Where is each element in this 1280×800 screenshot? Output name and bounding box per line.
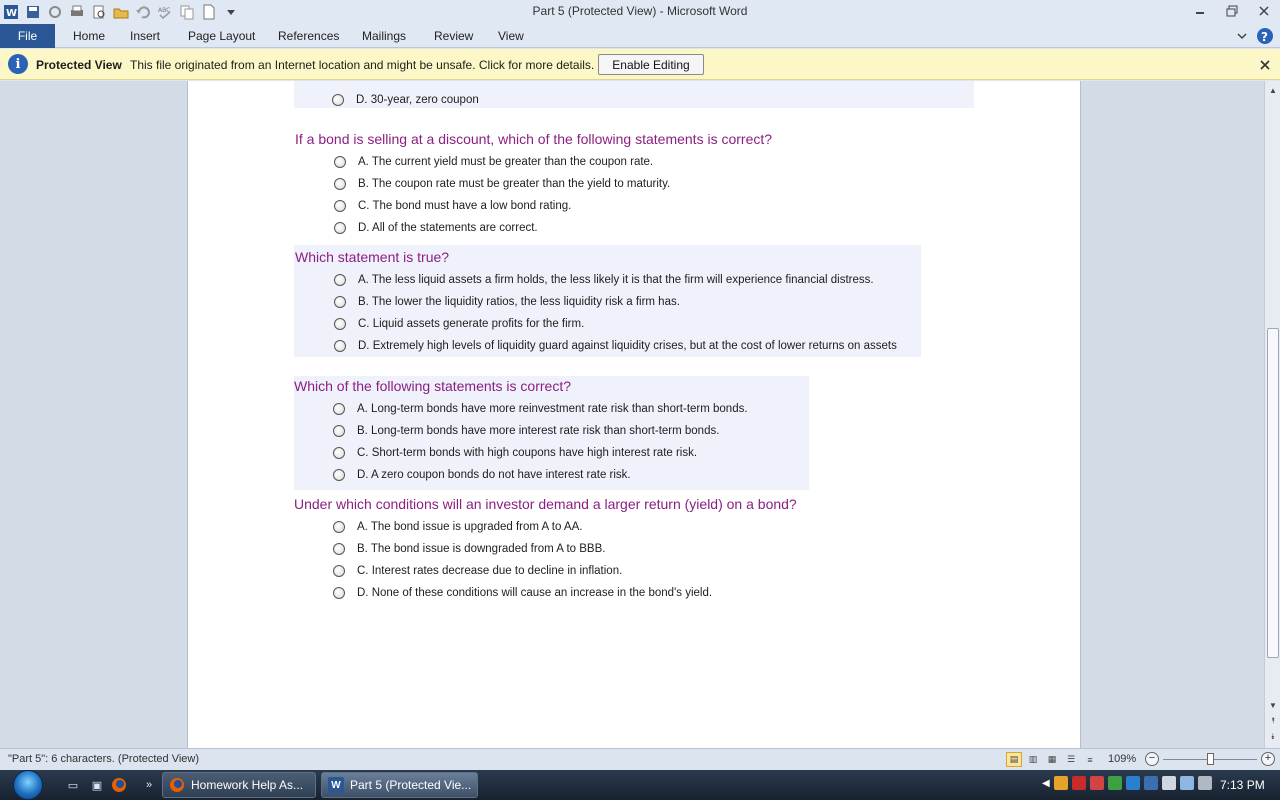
radio-button[interactable] bbox=[334, 340, 346, 352]
tab-file[interactable]: File bbox=[0, 24, 55, 48]
window-controls bbox=[1184, 0, 1280, 22]
tab-review[interactable]: Review bbox=[434, 29, 474, 43]
info-icon: i bbox=[8, 54, 28, 74]
protected-view-title: Protected View bbox=[36, 58, 122, 72]
document-page[interactable] bbox=[187, 81, 1081, 748]
option-item[interactable] bbox=[334, 200, 571, 212]
scroll-down-icon[interactable]: ▼ bbox=[1269, 700, 1277, 710]
option-label: A. The bond issue is upgraded from A to AA. bbox=[357, 521, 583, 533]
close-window-button[interactable] bbox=[1248, 0, 1280, 22]
option-item[interactable] bbox=[334, 340, 897, 352]
tab-references[interactable]: References bbox=[278, 29, 340, 43]
windows-logo-icon bbox=[13, 770, 43, 800]
radio-button[interactable] bbox=[334, 200, 346, 212]
radio-button[interactable] bbox=[334, 178, 346, 190]
volume-icon[interactable] bbox=[1198, 776, 1212, 790]
network-icon[interactable] bbox=[1180, 776, 1194, 790]
svg-text:ABC: ABC bbox=[158, 7, 171, 14]
option-label: C. Interest rates decrease due to decline in inflation. bbox=[357, 565, 623, 577]
option-label: C. Short-term bonds with high coupons have high interest rate risk. bbox=[357, 447, 698, 459]
restore-button[interactable] bbox=[1216, 0, 1248, 22]
radio-button[interactable] bbox=[334, 156, 346, 168]
explorer-icon[interactable]: ▣ bbox=[91, 779, 103, 792]
tab-home[interactable]: Home bbox=[73, 29, 106, 43]
radio-button[interactable] bbox=[334, 222, 346, 234]
tray-app-icon[interactable] bbox=[1144, 776, 1158, 790]
tray-app-icon[interactable] bbox=[1108, 776, 1122, 790]
tab-insert[interactable]: Insert bbox=[130, 29, 161, 43]
option-item[interactable] bbox=[333, 587, 712, 599]
option-item[interactable] bbox=[333, 521, 582, 533]
radio-button[interactable] bbox=[333, 447, 345, 459]
option-item[interactable] bbox=[334, 296, 680, 308]
next-page-icon[interactable]: ⯯ bbox=[1270, 732, 1276, 741]
word-icon: W bbox=[328, 777, 344, 793]
status-text: "Part 5": 6 characters. (Protected View) bbox=[8, 753, 200, 765]
option-item[interactable] bbox=[333, 469, 631, 481]
radio-button[interactable] bbox=[333, 425, 345, 437]
outline-view-icon[interactable]: ☰ bbox=[1066, 754, 1076, 764]
document-area bbox=[0, 81, 1264, 748]
clock[interactable]: 7:13 PM bbox=[1220, 778, 1265, 792]
option-label: A. The current yield must be greater than the coupon rate. bbox=[358, 156, 654, 168]
radio-button[interactable] bbox=[333, 543, 345, 555]
previous-page-icon[interactable]: ⯭ bbox=[1270, 716, 1276, 725]
web-layout-icon[interactable]: ▦ bbox=[1047, 754, 1057, 764]
zoom-in-button[interactable]: + bbox=[1261, 752, 1275, 766]
show-desktop-icon[interactable]: ▭ bbox=[67, 779, 79, 792]
option-item[interactable] bbox=[334, 274, 874, 286]
tray-app-icon[interactable] bbox=[1072, 776, 1086, 790]
radio-button[interactable] bbox=[333, 403, 345, 415]
more-toolbar-icon[interactable]: » bbox=[145, 779, 153, 791]
option-label: D. None of these conditions will cause an increase in the bond's yield. bbox=[357, 587, 713, 599]
tab-page-layout[interactable]: Page Layout bbox=[188, 29, 256, 43]
action-center-icon[interactable] bbox=[1162, 776, 1176, 790]
option-label: D. A zero coupon bonds do not have interest rate risk. bbox=[357, 469, 631, 481]
tab-mailings[interactable]: Mailings bbox=[362, 29, 407, 43]
option-label: D. 30-year, zero coupon bbox=[356, 94, 479, 106]
zoom-out-button[interactable]: − bbox=[1145, 752, 1159, 766]
option-item[interactable] bbox=[334, 178, 670, 190]
tray-app-icon[interactable] bbox=[1090, 776, 1104, 790]
taskbar-item-label: Part 5 (Protected Vie... bbox=[350, 778, 472, 792]
system-tray bbox=[1042, 776, 1212, 790]
option-label: D. Extremely high levels of liquidity guard against liquidity crises, but at the cost of lower returns on assets bbox=[358, 340, 897, 352]
ribbon-right-controls bbox=[1236, 27, 1274, 48]
question-title: If a bond is selling at a discount, which of the following statements is correct? bbox=[295, 131, 773, 147]
option-item[interactable] bbox=[334, 222, 538, 234]
question-title: Which of the following statements is correct? bbox=[294, 378, 572, 394]
option-item[interactable] bbox=[333, 565, 622, 577]
option-item[interactable] bbox=[333, 543, 605, 555]
vertical-scrollbar[interactable] bbox=[1264, 81, 1280, 748]
svg-text:W: W bbox=[6, 8, 18, 19]
expand-ribbon-icon[interactable] bbox=[1236, 30, 1248, 45]
taskbar-item-word[interactable] bbox=[321, 772, 478, 798]
option-label: B. Long-term bonds have more interest rate risk than short-term bonds. bbox=[357, 425, 720, 437]
radio-button[interactable] bbox=[333, 469, 345, 481]
option-label: B. The lower the liquidity ratios, the less liquidity risk a firm has. bbox=[358, 296, 680, 308]
tab-view[interactable]: View bbox=[498, 29, 524, 43]
protected-view-message[interactable]: This file originated from an Internet location and might be unsafe. Click for more details. bbox=[130, 58, 595, 72]
zoom-slider-handle[interactable] bbox=[1207, 753, 1214, 765]
full-screen-reading-icon[interactable]: ▥ bbox=[1028, 754, 1038, 764]
firefox-icon bbox=[169, 777, 185, 793]
option-label: A. Long-term bonds have more reinvestment rate risk than short-term bonds. bbox=[357, 403, 748, 415]
firefox-icon[interactable] bbox=[110, 776, 128, 794]
show-hidden-icons-icon[interactable]: ◀ bbox=[1042, 777, 1050, 789]
question-title: Under which conditions will an investor demand a larger return (yield) on a bond? bbox=[294, 496, 797, 512]
protected-view-bar bbox=[0, 49, 1280, 80]
radio-button[interactable] bbox=[334, 296, 346, 308]
option-item[interactable] bbox=[333, 425, 719, 437]
svg-text:?: ? bbox=[1261, 30, 1268, 44]
taskbar-item-firefox[interactable] bbox=[162, 772, 316, 798]
zoom-level[interactable]: 109% bbox=[1108, 753, 1137, 765]
option-item[interactable] bbox=[333, 447, 697, 459]
scrollbar-thumb[interactable] bbox=[1267, 328, 1279, 658]
tray-app-icon[interactable] bbox=[1054, 776, 1068, 790]
status-bar bbox=[0, 748, 1280, 770]
print-layout-view-icon[interactable]: ▤ bbox=[1006, 752, 1022, 767]
taskbar bbox=[0, 770, 1280, 800]
option-item[interactable] bbox=[334, 318, 584, 330]
option-label: B. The coupon rate must be greater than the yield to maturity. bbox=[358, 178, 671, 190]
ribbon-tabs bbox=[0, 24, 1280, 48]
option-label: C. Liquid assets generate profits for the firm. bbox=[358, 318, 585, 330]
draft-view-icon[interactable]: ≡ bbox=[1087, 754, 1093, 765]
enable-editing-button[interactable]: Enable Editing bbox=[598, 54, 704, 75]
option-item[interactable] bbox=[333, 403, 748, 415]
question-title: Which statement is true? bbox=[295, 249, 450, 265]
start-button[interactable] bbox=[8, 770, 48, 800]
help-icon[interactable] bbox=[1256, 27, 1274, 48]
radio-button[interactable] bbox=[334, 318, 346, 330]
option-label: B. The bond issue is downgraded from A to BBB. bbox=[357, 543, 606, 555]
option-item[interactable] bbox=[334, 156, 653, 168]
radio-button[interactable] bbox=[333, 587, 345, 599]
tray-app-icon[interactable] bbox=[1126, 776, 1140, 790]
title-bar bbox=[0, 0, 1280, 24]
window-title: Part 5 (Protected View) - Microsoft Word bbox=[532, 4, 748, 18]
option-label: C. The bond must have a low bond rating. bbox=[358, 200, 572, 212]
option-label: D. All of the statements are correct. bbox=[358, 222, 538, 234]
radio-button[interactable] bbox=[334, 274, 346, 286]
option-item[interactable] bbox=[332, 94, 479, 106]
radio-button[interactable] bbox=[332, 94, 344, 106]
radio-button[interactable] bbox=[333, 521, 345, 533]
radio-button[interactable] bbox=[333, 565, 345, 577]
taskbar-item-label: Homework Help As... bbox=[191, 778, 304, 792]
scroll-up-icon[interactable]: ▲ bbox=[1269, 85, 1277, 95]
minimize-button[interactable] bbox=[1184, 0, 1216, 22]
close-message-icon[interactable] bbox=[1260, 57, 1270, 73]
view-buttons bbox=[1006, 752, 1098, 767]
option-label: A. The less liquid assets a firm holds, the less likely it is that the firm will experience financial distress. bbox=[358, 274, 874, 286]
